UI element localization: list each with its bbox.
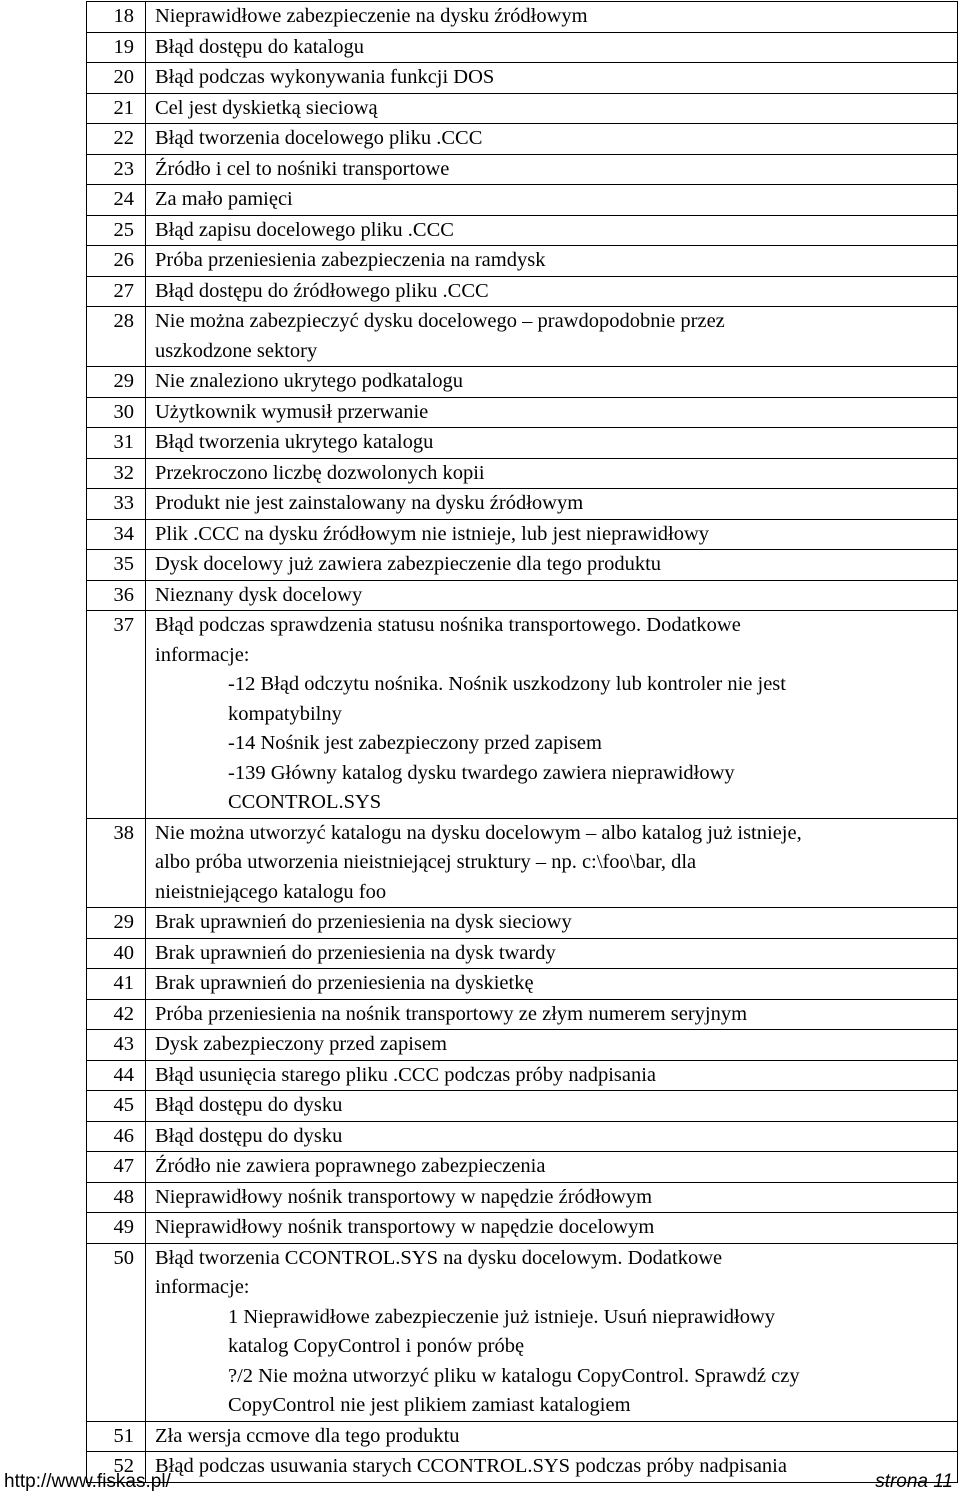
description-line: Zła wersja ccmove dla tego produktu: [155, 1424, 460, 1447]
error-code-description: [146, 32, 958, 63]
error-code-number: 29: [87, 367, 146, 398]
table-row: [87, 519, 958, 550]
description-line: Błąd usunięcia starego pliku .CCC podczas próby nadpisania: [155, 1063, 657, 1086]
error-code-number: 45: [87, 1091, 146, 1122]
error-code-number: 20: [87, 63, 146, 94]
error-code-number: 43: [87, 1030, 146, 1061]
detail-line: -14 Nośnik jest zabezpieczony przed zapisem: [228, 732, 602, 754]
table-row: [87, 1030, 958, 1061]
error-code-description: [146, 276, 958, 307]
error-code-number: 26: [87, 246, 146, 277]
description-line: Błąd podczas sprawdzenia statusu nośnika transportowego. Dodatkowe: [155, 614, 741, 636]
error-code-number: 40: [87, 938, 146, 969]
error-code-number: 36: [87, 580, 146, 611]
error-code-description: [146, 1091, 958, 1122]
table-row: [87, 367, 958, 398]
table-row: [87, 1152, 958, 1183]
table-row: [87, 246, 958, 277]
error-code-description: [146, 1030, 958, 1061]
error-code-number: 50: [87, 1243, 146, 1421]
error-code-number: 37: [87, 611, 146, 819]
error-code-description: [146, 246, 958, 277]
description-line: informacje:: [155, 1276, 250, 1298]
table-row: [87, 489, 958, 520]
error-code-number: 35: [87, 550, 146, 581]
error-code-description: [146, 1243, 958, 1421]
description-line: Błąd tworzenia docelowego pliku .CCC: [155, 127, 483, 149]
table-row: [87, 1182, 958, 1213]
description-line: Nie można utworzyć katalogu na dysku docelowym – albo katalog już istnieje,: [155, 821, 802, 844]
error-code-number: 24: [87, 185, 146, 216]
description-line: Błąd dostępu do źródłowego pliku .CCC: [155, 279, 489, 302]
error-code-number: 23: [87, 154, 146, 185]
error-code-description: [146, 938, 958, 969]
table-row: [87, 124, 958, 155]
error-code-description: [146, 550, 958, 581]
error-code-number: 30: [87, 397, 146, 428]
error-code-description: [146, 154, 958, 185]
description-line: uszkodzone sektory: [155, 339, 318, 362]
error-code-description: [146, 489, 958, 520]
table-row: [87, 1091, 958, 1122]
error-code-number: 34: [87, 519, 146, 550]
error-code-number: 29: [87, 908, 146, 939]
error-code-number: 44: [87, 1060, 146, 1091]
error-code-number: 41: [87, 969, 146, 1000]
error-code-description: [146, 458, 958, 489]
error-code-description: [146, 93, 958, 124]
description-line: Brak uprawnień do przeniesienia na dyskietkę: [155, 972, 534, 994]
table-row: [87, 938, 958, 969]
error-code-table: [86, 1, 958, 1483]
table-row: [87, 550, 958, 581]
description-line: Błąd zapisu docelowego pliku .CCC: [155, 218, 454, 241]
error-code-number: 38: [87, 818, 146, 908]
error-code-number: 18: [87, 2, 146, 33]
error-code-number: 33: [87, 489, 146, 520]
error-code-description: [146, 1213, 958, 1244]
description-line: Nieprawidłowy nośnik transportowy w napędzie docelowym: [155, 1216, 655, 1238]
description-line: Produkt nie jest zainstalowany na dysku źródłowym: [155, 492, 584, 514]
error-code-number: 31: [87, 428, 146, 459]
description-line: Brak uprawnień do przeniesienia na dysk twardy: [155, 941, 556, 964]
description-line: informacje:: [155, 643, 250, 666]
error-code-description: [146, 63, 958, 94]
error-code-number: 28: [87, 307, 146, 367]
error-code-description: [146, 124, 958, 155]
table-row: [87, 397, 958, 428]
table-row: [87, 1213, 958, 1244]
description-line: Źródło nie zawiera poprawnego zabezpieczenia: [155, 1155, 546, 1177]
description-line: Nieprawidłowy nośnik transportowy w napędzie źródłowym: [155, 1185, 653, 1208]
description-line: albo próba utworzenia nieistniejącej struktury – np. c:\foo\bar, dla: [155, 851, 697, 873]
table-row: [87, 63, 958, 94]
error-code-table-body: [87, 2, 958, 1483]
error-code-description: [146, 519, 958, 550]
error-code-description: [146, 1182, 958, 1213]
error-code-number: 47: [87, 1152, 146, 1183]
table-row: [87, 185, 958, 216]
error-code-number: 42: [87, 999, 146, 1030]
table-row: [87, 2, 958, 33]
description-line: Użytkownik wymusił przerwanie: [155, 400, 429, 423]
description-line: Nieprawidłowe zabezpieczenie na dysku źródłowym: [155, 5, 588, 27]
error-code-number: 27: [87, 276, 146, 307]
description-line: Próba przeniesienia zabezpieczenia na ramdysk: [155, 249, 546, 271]
error-code-description: [146, 185, 958, 216]
table-row: [87, 580, 958, 611]
table-row: [87, 154, 958, 185]
error-code-description: [146, 1060, 958, 1091]
error-code-number: 21: [87, 93, 146, 124]
description-line: Brak uprawnień do przeniesienia na dysk sieciowy: [155, 911, 572, 933]
error-code-description: [146, 999, 958, 1030]
table-row: [87, 215, 958, 246]
footer-url[interactable]: http://www.fiskas.pl/: [4, 1471, 171, 1492]
description-line: Nieznany dysk docelowy: [155, 583, 363, 606]
table-row: [87, 1452, 958, 1483]
table-row: [87, 32, 958, 63]
description-line: Błąd dostępu do dysku: [155, 1094, 343, 1116]
error-code-number: 22: [87, 124, 146, 155]
description-line: Nie można zabezpieczyć dysku docelowego – prawdopodobnie przez: [155, 310, 725, 332]
description-line: Błąd tworzenia ukrytego katalogu: [155, 431, 434, 453]
error-code-description: [146, 1452, 958, 1483]
description-line: Dysk zabezpieczony przed zapisem: [155, 1033, 447, 1055]
description-line: Za mało pamięci: [155, 188, 293, 210]
table-row: [87, 1243, 958, 1421]
description-line: Błąd podczas wykonywania funkcji DOS: [155, 66, 495, 88]
table-row: [87, 93, 958, 124]
error-code-description: [146, 397, 958, 428]
error-code-number: 32: [87, 458, 146, 489]
table-row: [87, 1421, 958, 1452]
table-row: [87, 1060, 958, 1091]
description-line: Nie znaleziono ukrytego podkatalogu: [155, 370, 463, 392]
table-row: [87, 307, 958, 367]
error-code-number: 49: [87, 1213, 146, 1244]
table-row: [87, 818, 958, 908]
error-code-description: [146, 580, 958, 611]
description-line: Błąd podczas usuwania starych CCONTROL.SYS podczas próby nadpisania: [155, 1455, 787, 1477]
error-code-description: [146, 908, 958, 939]
table-row: [87, 1121, 958, 1152]
error-code-description: [146, 1121, 958, 1152]
description-line: Źródło i cel to nośniki transportowe: [155, 157, 450, 180]
description-line: Dysk docelowy już zawiera zabezpieczenie dla tego produktu: [155, 553, 662, 575]
description-line: Plik .CCC na dysku źródłowym nie istnieje, lub jest nieprawidłowy: [155, 522, 710, 545]
table-row: [87, 611, 958, 819]
error-code-number: 52: [87, 1452, 146, 1483]
error-code-number: 51: [87, 1421, 146, 1452]
error-code-description: [146, 611, 958, 819]
error-code-description: [146, 1421, 958, 1452]
detail-line: -139 Główny katalog dysku twardego zawiera nieprawidłowy: [228, 761, 735, 784]
table-row: [87, 908, 958, 939]
description-line: Przekroczono liczbę dozwolonych kopii: [155, 461, 485, 484]
error-code-description: [146, 215, 958, 246]
table-row: [87, 969, 958, 1000]
description-line: nieistniejącego katalogu foo: [155, 880, 387, 903]
table-row: [87, 458, 958, 489]
detail-line: CopyControl nie jest plikiem zamiast katalogiem: [228, 1394, 631, 1416]
description-line: Próba przeniesienia na nośnik transportowy ze złym numerem seryjnym: [155, 1002, 748, 1025]
error-code-number: 19: [87, 32, 146, 63]
error-code-description: [146, 1152, 958, 1183]
detail-line: ?/2 Nie można utworzyć pliku w katalogu CopyControl. Sprawdź czy: [228, 1364, 800, 1387]
table-row: [87, 276, 958, 307]
table-row: [87, 999, 958, 1030]
error-code-description: [146, 307, 958, 367]
error-code-number: 48: [87, 1182, 146, 1213]
error-code-description: [146, 367, 958, 398]
description-line: Błąd dostępu do dysku: [155, 1124, 343, 1147]
error-code-description: [146, 428, 958, 459]
error-code-number: 25: [87, 215, 146, 246]
detail-line: kompatybilny: [228, 702, 342, 725]
description-line: Błąd tworzenia CCONTROL.SYS na dysku docelowym. Dodatkowe: [155, 1246, 723, 1269]
detail-line: katalog CopyControl i ponów próbę: [228, 1335, 525, 1357]
detail-line: -12 Błąd odczytu nośnika. Nośnik uszkodzony lub kontroler nie jest: [228, 673, 786, 695]
description-line: Błąd dostępu do katalogu: [155, 35, 364, 58]
error-code-description: [146, 969, 958, 1000]
detail-line: 1 Nieprawidłowe zabezpieczenie już istnieje. Usuń nieprawidłowy: [228, 1305, 776, 1328]
detail-line: CCONTROL.SYS: [228, 791, 382, 813]
table-row: [87, 428, 958, 459]
error-code-description: [146, 818, 958, 908]
footer-page-number: strona 11: [875, 1471, 953, 1492]
description-line: Cel jest dyskietką sieciową: [155, 96, 378, 119]
error-code-description: [146, 2, 958, 33]
error-code-number: 46: [87, 1121, 146, 1152]
